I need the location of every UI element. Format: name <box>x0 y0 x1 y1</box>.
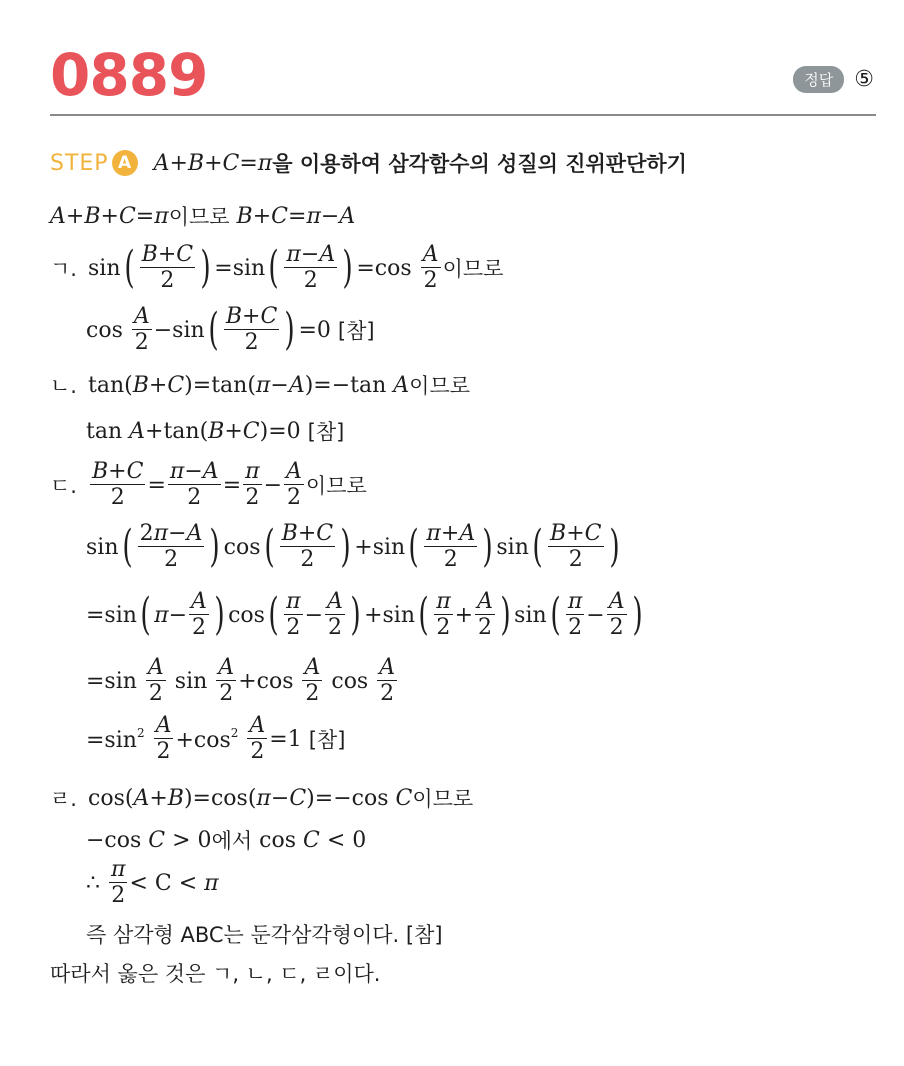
solution-line-1: A+B+C=π 이므로 B+C=π−A <box>50 203 356 229</box>
item-b-label: ㄴ. <box>50 374 77 398</box>
step-title: 을 이용하여 삼각함수의 성질의 진위판단하기 <box>272 152 687 176</box>
answer-box <box>793 66 874 93</box>
item-b-line-2: tan A+tan(B+C)=0 [참] <box>86 418 345 444</box>
item-b-line-1: ㄴ. tan(B+C)=tan(π−A)=−tan A 이므로 <box>50 370 470 400</box>
answer-badge: 정답 <box>793 66 844 93</box>
step-label: STEP <box>50 150 109 176</box>
item-d-line-3: ∴ $\frac{\pi}{2}$ < C < π <box>86 857 219 909</box>
item-a-line-2: cos $\frac{A}{2}$ −sin ( $\frac{B+C}{2}$ ) =0 [참] <box>86 304 375 356</box>
item-c-label: ㄷ. <box>50 474 77 499</box>
item-c-line-4: =sin $\frac{A}{2}$ sin $\frac{A}{2}$ +cos $\frac{A}{2}$ cos $\frac{A}{2}$ <box>86 655 396 707</box>
step-badge: A <box>112 150 138 176</box>
item-a-line-1: ㄱ. sin ( $\frac{B+C}{2}$ ) =sin ( $\frac{\pi-A}{2}$ ) =cos $\frac{A}{2}$ 이므로 <box>50 242 504 294</box>
problem-number: 0889 <box>50 41 208 109</box>
item-c-line-2: sin ( $\frac{2\pi-A}{2}$ ) cos ( $\frac{B+C}{2}$ ) +sin ( $\frac{\pi+A}{2}$ ) sin ( $\frac{B+C}{2}$ ) <box>86 521 620 573</box>
item-d-line-1: ㄹ. cos(A+B)=cos(π−C)=−cos C 이므로 <box>50 783 473 813</box>
item-d-line-2: −cos C > 0 에서 cos C < 0 <box>86 827 367 853</box>
item-c-line-3: =sin ( π− $\frac{A}{2}$ ) cos ( $\frac{\pi}{2}$ − $\frac{A}{2}$ ) +sin ( $\frac{\pi}{2}$ + $\frac{A}{2}$ ) sin ( $\frac{\pi}{2}$ − $\frac{A}{2}$ ) <box>86 589 643 641</box>
step-formula: A+B+C=π <box>153 150 273 176</box>
header-divider <box>50 114 876 116</box>
answer-value: ⑤ <box>854 67 874 92</box>
item-c-line-5: $=\sin^2$ $\frac{A}{2}$ $+\cos^2$ $\frac{A}{2}$ =1 [참] <box>86 713 346 765</box>
item-d-conclusion: 즉 삼각형 ABC는 둔각삼각형이다. [참] <box>86 923 443 947</box>
item-a-label: ㄱ. <box>50 257 77 282</box>
item-c-line-1: ㄷ. $\frac{B+C}{2}$ = $\frac{\pi-A}{2}$ = $\frac{\pi}{2}$ − $\frac{A}{2}$ 이므로 <box>50 459 367 511</box>
final-answer: 따라서 옳은 것은 ㄱ, ㄴ, ㄷ, ㄹ이다. <box>50 962 381 986</box>
step-heading <box>50 148 687 178</box>
item-d-label: ㄹ. <box>50 787 77 811</box>
